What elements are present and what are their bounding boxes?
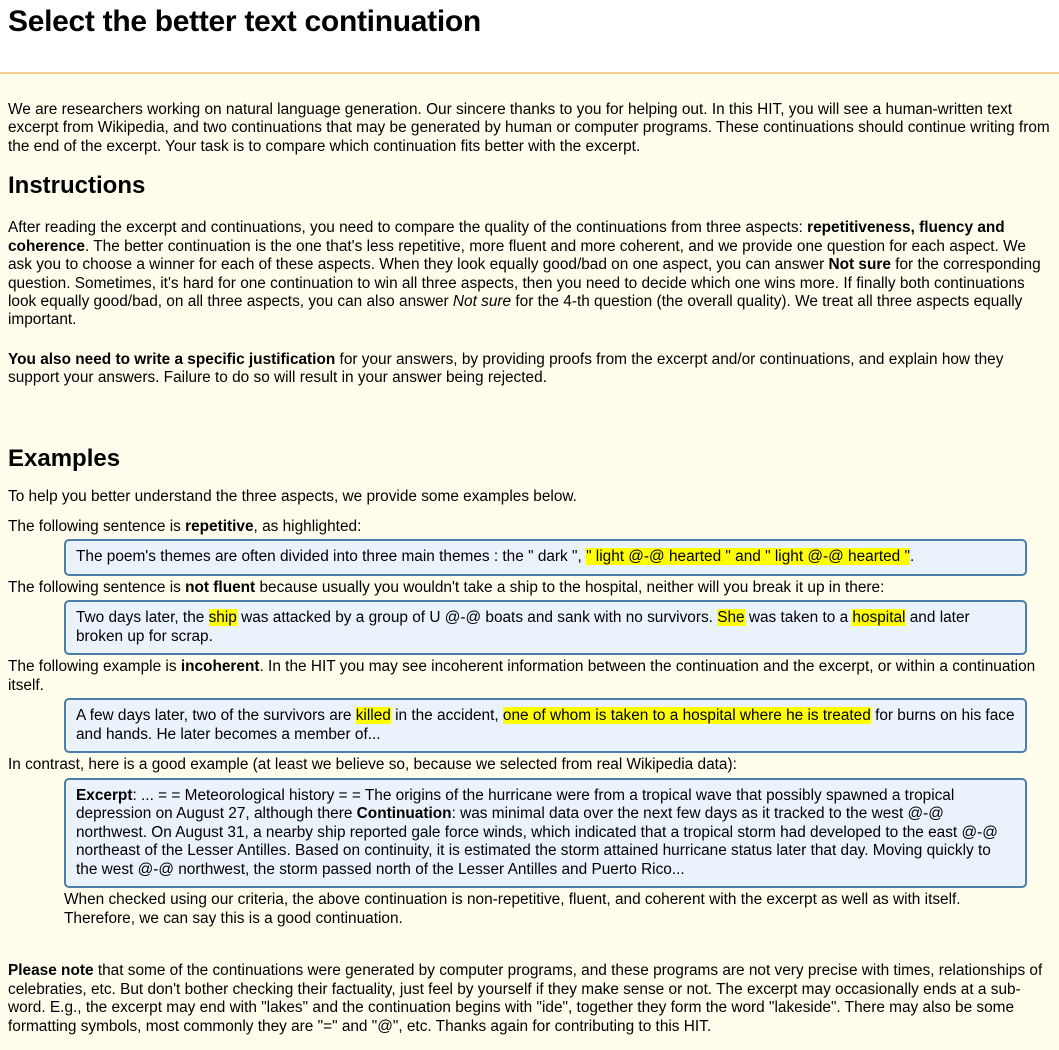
good-example-conclusion: When checked using our criteria, the above continuation is non-repetitive, fluent, and coherent with the excerpt as well as with itself. Therefore, we can say this is a good continuation. — [64, 891, 961, 927]
example-label-not-fluent: The following sentence is not fluent because usually you wouldn't take a ship to the hospital, neither will you break it up in there: — [8, 578, 885, 596]
example-box-incoherent: A few days later, two of the survivors are killed in the accident, one of whom is taken to a hospital where he is treated for burns on his face and hands. He later becomes a member of... — [64, 698, 1027, 753]
page-title: Select the better text continuation — [8, 5, 481, 38]
please-note-paragraph: Please note that some of the continuations were generated by computer programs, and these programs are not very precise with times, relationships of celebraties, etc. But don't bother checking their factuality, just feel by yourself if they make sense or not. The excerpt may occasionally ends at a sub-word. E.g., the excerpt may end with "lakes" and the continuation begins with "ide", together they form the word "lakeside". There may also be some formatting symbols, most commonly they are "=" and "@", etc. Thanks again for contributing to this HIT. — [8, 962, 1043, 1035]
example-box-not-fluent: Two days later, the ship was attacked by a group of U @-@ boats and sank with no survivors. She was taken to a hospital and later broken up for scrap. — [64, 600, 1027, 655]
example-label-incoherent: The following example is incoherent. In the HIT you may see incoherent information between the continuation and the excerpt, or within a continuation itself. — [8, 658, 1036, 694]
instructions-panel — [0, 72, 1059, 1050]
intro-paragraph: We are researchers working on natural language generation. Our sincere thanks to you for helping out. In this HIT, you will see a human-written text excerpt from Wikipedia, and two continuations that may be generated by human or computer programs. These continuations should continue writing from the end of the excerpt. Your task is to compare which continuation fits better with the excerpt. — [8, 101, 1050, 155]
example-label-repetitive: The following sentence is repetitive, as highlighted: — [8, 518, 362, 535]
justification-paragraph: You also need to write a specific justification for your answers, by providing proofs from the excerpt and/or continuations, and explain how they support your answers. Failure to do so will result in your answer being rejected. — [8, 350, 1004, 387]
example-box-good: Excerpt: ... = = Meteorological history = = The origins of the hurricane were from a tropical wave that possibly spawned a tropical depression on August 27, although there Continuation: was minimal data over the next few days as it tracked to the west @-@ northwest. On August 31, a nearby ship reported gale force winds, which indicated that a tropical storm had developed to the east @-@ northeast of the Lesser Antilles. Based on continuity, it is estimated the storm attained hurricane status later that day. Moving quickly to the west @-@ northwest, the storm passed north of the Lesser Antilles and Puerto Rico... — [64, 778, 1027, 888]
examples-heading: Examples — [8, 444, 121, 472]
example-box-repetitive: The poem's themes are often divided into three main themes : the " dark ", " light @-@ hearted " and " light @-@ hearted ". — [64, 539, 1027, 575]
example-label-good: In contrast, here is a good example (at least we believe so, because we selected from real Wikipedia data): — [8, 756, 737, 774]
examples-intro: To help you better understand the three aspects, we provide some examples below. — [8, 487, 577, 505]
instructions-paragraph: After reading the excerpt and continuations, you need to compare the quality of the continuations from three aspects: repetitiveness, fluency and coherence. The better continuation is the one that's less repetitive, more fluent and more coherent, and we provide one question for each aspect. We ask you to choose a winner for each of these aspects. When they look equally good/bad on one aspect, you can answer Not sure for the corresponding question. Sometimes, it's hard for one continuation to win all three aspects, then you need to decide which one wins more. If finally both continuations look equally good/bad, on all three aspects, you can also answer Not sure for the 4-th question (the overall quality). We treat all three aspects equally important. — [8, 219, 1041, 329]
instructions-heading: Instructions — [8, 172, 146, 200]
title-bar — [0, 0, 1059, 72]
